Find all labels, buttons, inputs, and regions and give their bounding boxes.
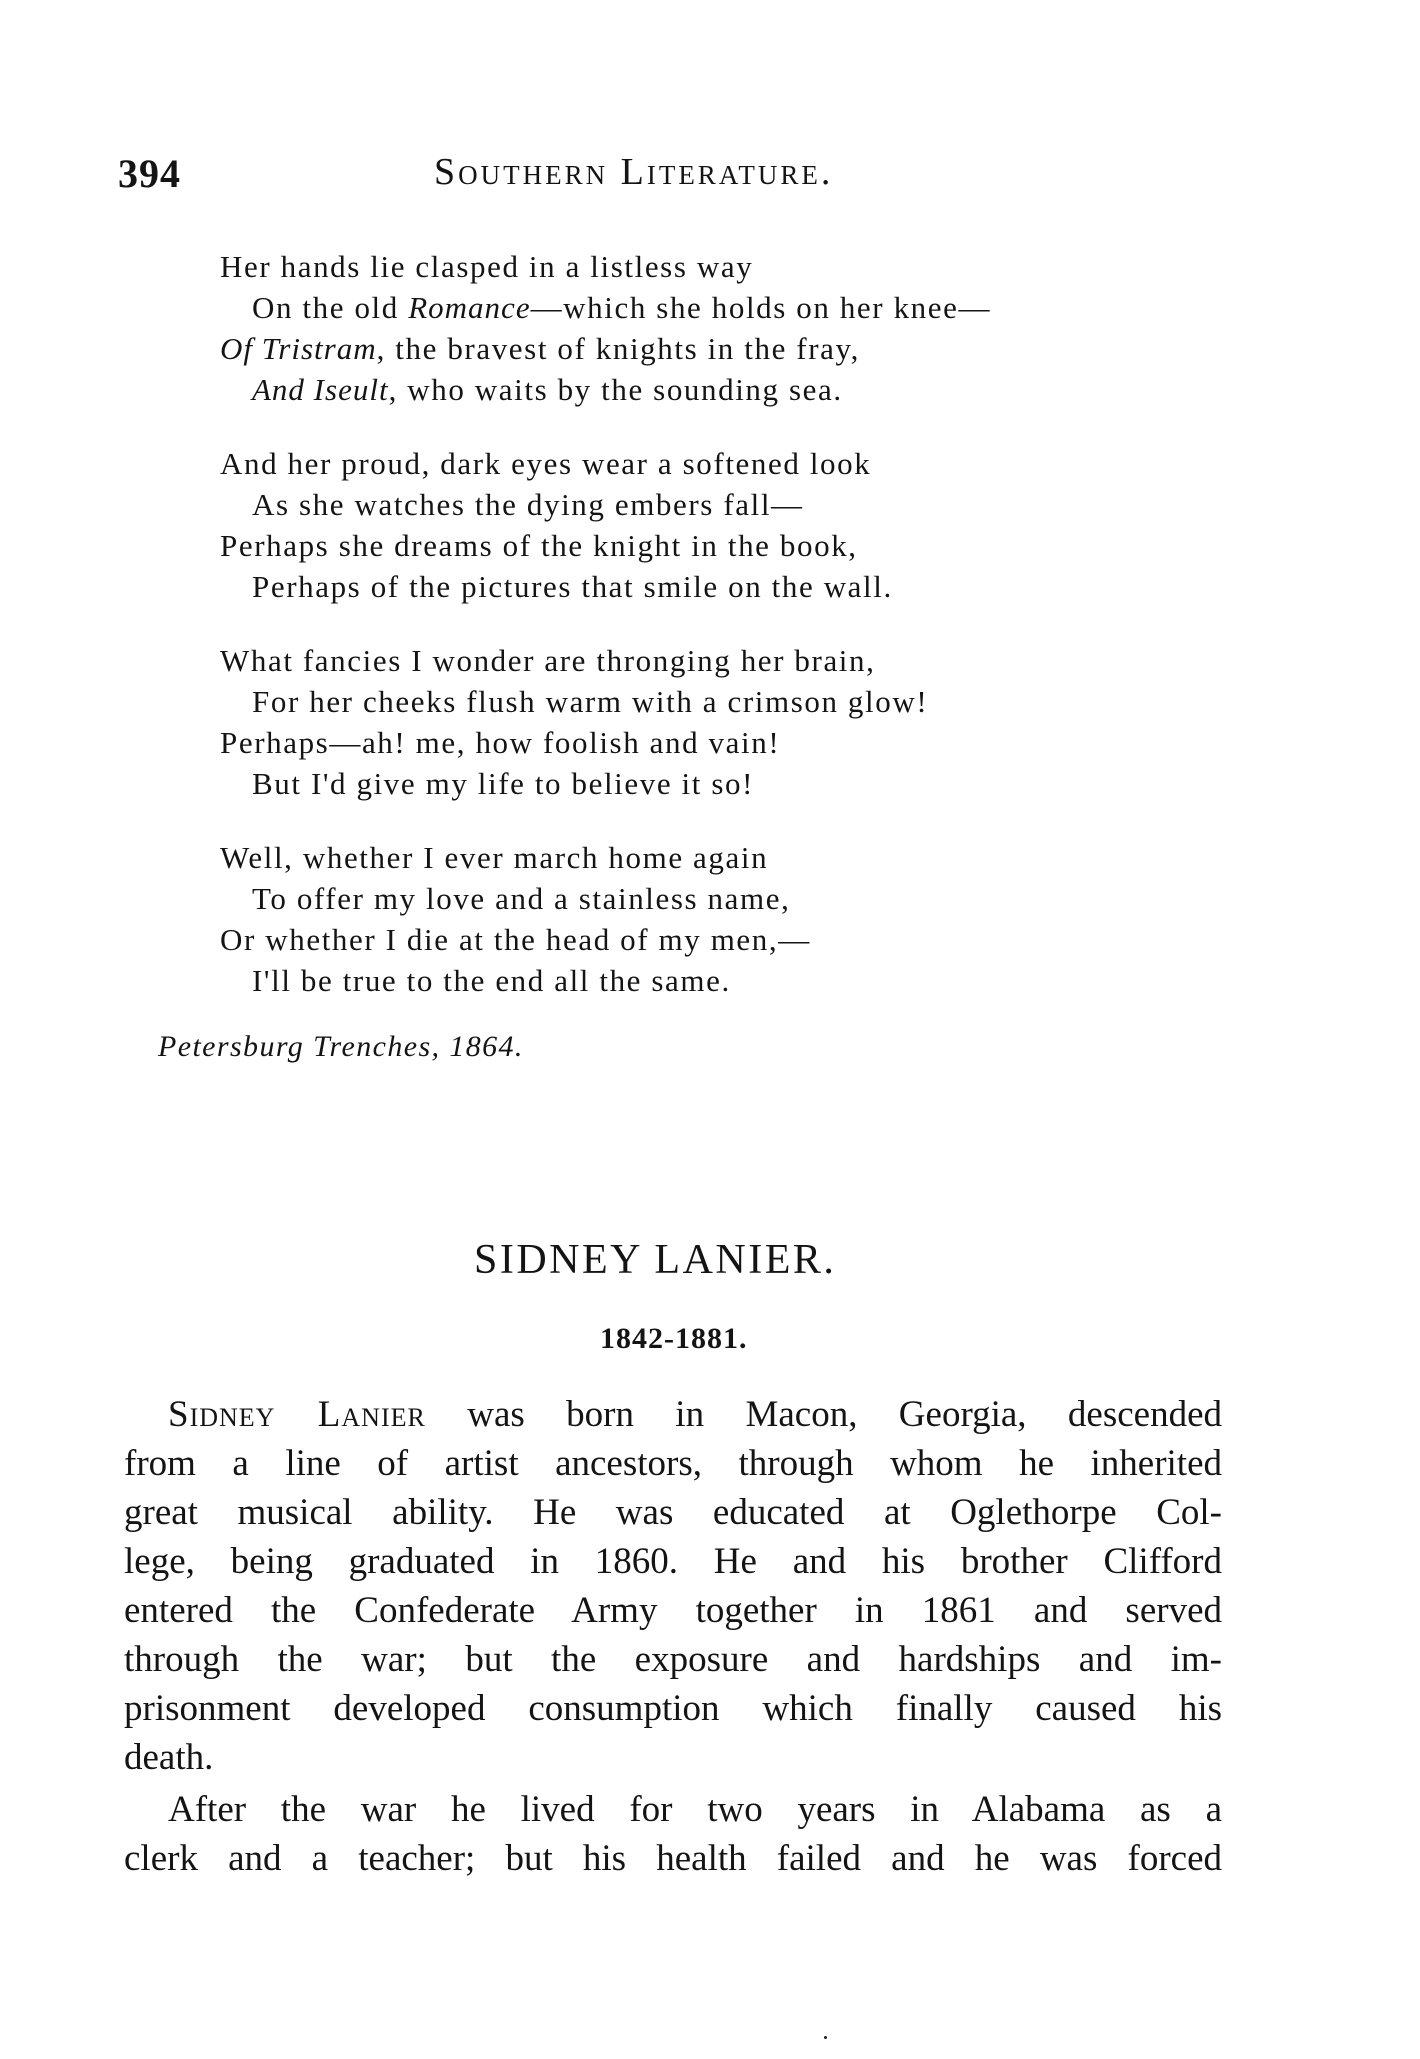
author-name-smallcaps: Sidney Lanier xyxy=(168,1394,426,1435)
italic-name-tristram: Of Tristram xyxy=(220,331,377,366)
italic-name-iseult: And Iseult xyxy=(252,372,389,407)
page-number: 394 xyxy=(118,151,181,196)
poem-line: For her cheeks flush warm with a crimson glow! xyxy=(252,684,929,719)
poem-line: Perhaps of the pictures that smile on the wall. xyxy=(252,569,893,604)
section-dates: 1842-1881. xyxy=(600,1322,748,1355)
text-line: clerk and a teacher; but his health failed and he was forced xyxy=(124,1838,1222,1879)
paragraph xyxy=(124,1390,1222,1782)
running-title: Southern Literature. xyxy=(434,151,834,193)
poem-line: To offer my love and a stainless name, xyxy=(252,881,791,916)
poem-line: Well, whether I ever march home again xyxy=(220,840,769,875)
text-line: prisonment developed consumption which finally caused his xyxy=(124,1688,1222,1729)
poem-line: And her proud, dark eyes wear a softened look xyxy=(220,446,872,481)
page-header xyxy=(118,150,898,200)
text-line: entered the Confederate Army together in 1861 and served xyxy=(124,1590,1222,1631)
poem-line: What fancies I wonder are thronging her brain, xyxy=(220,643,876,678)
poem-stanza xyxy=(220,837,1120,1001)
ink-speck xyxy=(824,2036,827,2039)
poem-line: I'll be true to the end all the same. xyxy=(252,963,731,998)
poem-line: Perhaps—ah! me, how foolish and vain! xyxy=(220,725,781,760)
paragraph xyxy=(124,1785,1222,1883)
poem-line: But I'd give my life to believe it so! xyxy=(252,766,755,801)
section-title: SIDNEY LANIER. xyxy=(474,1237,837,1283)
poem-stanza xyxy=(220,246,1120,410)
text-line: Sidney Lanier was born in Macon, Georgia, descended xyxy=(168,1394,1223,1435)
text-line: lege, being graduated in 1860. He and his brother Clifford xyxy=(124,1541,1222,1582)
text-line: death. xyxy=(124,1737,214,1778)
text-line: great musical ability. He was educated at Oglethorpe Col- xyxy=(124,1492,1222,1533)
text-line: through the war; but the exposure and hardships and im- xyxy=(124,1639,1222,1680)
poem-line: Of Tristram, the bravest of knights in the fray, xyxy=(220,331,860,366)
poem-line: On the old Romance—which she holds on her knee— xyxy=(252,290,992,325)
poem-line: Or whether I die at the head of my men,— xyxy=(220,922,811,957)
poem-line: Perhaps she dreams of the knight in the book, xyxy=(220,528,858,563)
poem-stanza xyxy=(220,443,1120,607)
poem-dateline: Petersburg Trenches, 1864. xyxy=(158,1030,524,1063)
text-line: After the war he lived for two years in Alabama as a xyxy=(168,1789,1222,1830)
poem xyxy=(220,246,1120,1034)
poem-stanza xyxy=(220,640,1120,804)
biography-text xyxy=(124,1390,1222,1883)
poem-line: And Iseult, who waits by the sounding sea. xyxy=(252,372,843,407)
text-line: from a line of artist ancestors, through whom he inherited xyxy=(124,1443,1222,1484)
book-title-romance: Romance xyxy=(408,290,531,325)
poem-line: As she watches the dying embers fall— xyxy=(252,487,804,522)
poem-line: Her hands lie clasped in a listless way xyxy=(220,249,754,284)
